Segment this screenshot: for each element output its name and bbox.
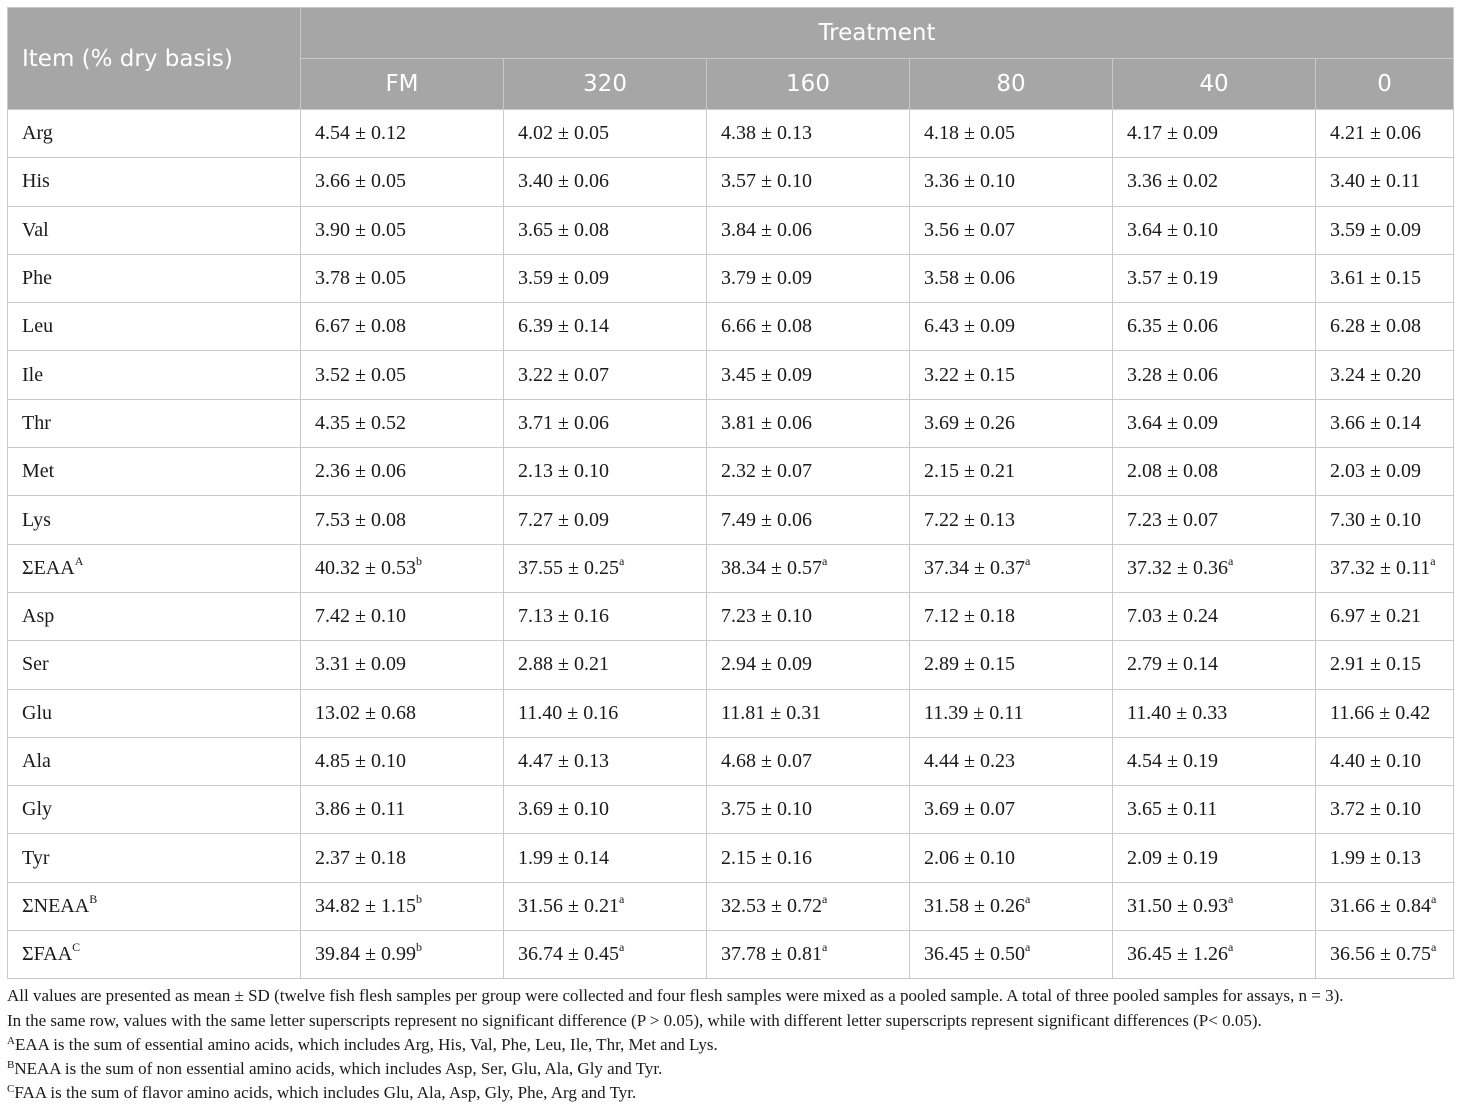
value-cell: 36.74 ± 0.45$^a$ — [504, 931, 707, 979]
value-cell: 2.37 ± 0.18 — [301, 834, 504, 882]
value-cell: 2.89 ± 0.15 — [910, 641, 1113, 689]
row-label: $\Sigma FAA^C$ — [8, 931, 301, 979]
value-cell: 3.31 ± 0.09 — [301, 641, 504, 689]
value-cell: 40.32 ± 0.53$^b$ — [301, 544, 504, 592]
value-cell: 3.52 ± 0.05 — [301, 351, 504, 399]
row-label: Phe — [8, 254, 301, 302]
value-cell: 3.58 ± 0.06 — [910, 254, 1113, 302]
column-header: 40 — [1113, 59, 1316, 110]
value-cell: 3.71 ± 0.06 — [504, 399, 707, 447]
value-cell: 3.22 ± 0.15 — [910, 351, 1113, 399]
value-cell: 3.66 ± 0.14 — [1316, 399, 1454, 447]
value-cell: 3.79 ± 0.09 — [707, 254, 910, 302]
row-label: Tyr — [8, 834, 301, 882]
value-cell: 3.36 ± 0.02 — [1113, 158, 1316, 206]
value-cell: 2.13 ± 0.10 — [504, 448, 707, 496]
value-cell: 7.42 ± 0.10 — [301, 592, 504, 640]
value-cell: 37.34 ± 0.37$^a$ — [910, 544, 1113, 592]
value-cell: 4.54 ± 0.19 — [1113, 737, 1316, 785]
value-cell: 3.57 ± 0.19 — [1113, 254, 1316, 302]
value-cell: 3.36 ± 0.10 — [910, 158, 1113, 206]
row-label: Glu — [8, 689, 301, 737]
value-cell: 3.69 ± 0.10 — [504, 786, 707, 834]
value-cell: 7.30 ± 0.10 — [1316, 496, 1454, 544]
value-cell: 2.79 ± 0.14 — [1113, 641, 1316, 689]
table-row — [8, 931, 1454, 979]
value-cell: 3.65 ± 0.11 — [1113, 786, 1316, 834]
value-cell: 3.81 ± 0.06 — [707, 399, 910, 447]
value-cell: 6.35 ± 0.06 — [1113, 303, 1316, 351]
value-cell: 4.85 ± 0.10 — [301, 737, 504, 785]
column-header: 320 — [504, 59, 707, 110]
table-header — [8, 8, 1454, 110]
row-label: Thr — [8, 399, 301, 447]
value-cell: 4.35 ± 0.52 — [301, 399, 504, 447]
table-row — [8, 351, 1454, 399]
value-cell: 2.32 ± 0.07 — [707, 448, 910, 496]
value-cell: 3.84 ± 0.06 — [707, 206, 910, 254]
value-cell: 11.66 ± 0.42 — [1316, 689, 1454, 737]
value-cell: 37.55 ± 0.25$^a$ — [504, 544, 707, 592]
value-cell: 4.38 ± 0.13 — [707, 110, 910, 158]
table-row — [8, 737, 1454, 785]
table-row — [8, 544, 1454, 592]
value-cell: 3.56 ± 0.07 — [910, 206, 1113, 254]
value-cell: 37.78 ± 0.81$^a$ — [707, 931, 910, 979]
value-cell: 4.02 ± 0.05 — [504, 110, 707, 158]
row-label: Gly — [8, 786, 301, 834]
table-row — [8, 786, 1454, 834]
footnote: $^B$NEAA is the sum of non essential amino acids, which includes Asp, Ser, Glu, Ala, Gly and Tyr. — [7, 1058, 663, 1078]
value-cell: 32.53 ± 0.72$^a$ — [707, 882, 910, 930]
value-cell: 2.15 ± 0.21 — [910, 448, 1113, 496]
row-label: Ile — [8, 351, 301, 399]
row-label: Met — [8, 448, 301, 496]
value-cell: 7.22 ± 0.13 — [910, 496, 1113, 544]
value-cell: 2.06 ± 0.10 — [910, 834, 1113, 882]
value-cell: 3.59 ± 0.09 — [1316, 206, 1454, 254]
value-cell: 4.47 ± 0.13 — [504, 737, 707, 785]
footnote: All values are presented as mean ± SD (twelve fish flesh samples per group were collected and four flesh samples were mixed as a pooled sample. A total of three pooled samples for assays, n = 3). — [7, 986, 1344, 1006]
value-cell: 1.99 ± 0.14 — [504, 834, 707, 882]
value-cell: 7.27 ± 0.09 — [504, 496, 707, 544]
row-label: Val — [8, 206, 301, 254]
value-cell: 37.32 ± 0.36$^a$ — [1113, 544, 1316, 592]
value-cell: 2.15 ± 0.16 — [707, 834, 910, 882]
value-cell: 1.99 ± 0.13 — [1316, 834, 1454, 882]
value-cell: 2.88 ± 0.21 — [504, 641, 707, 689]
table-container — [7, 7, 1453, 1105]
value-cell: 3.59 ± 0.09 — [504, 254, 707, 302]
table-row — [8, 448, 1454, 496]
value-cell: 4.18 ± 0.05 — [910, 110, 1113, 158]
table-row — [8, 592, 1454, 640]
table-footnotes — [7, 984, 1453, 1105]
value-cell: 38.34 ± 0.57$^a$ — [707, 544, 910, 592]
value-cell: 2.08 ± 0.08 — [1113, 448, 1316, 496]
value-cell: 13.02 ± 0.68 — [301, 689, 504, 737]
value-cell: 3.65 ± 0.08 — [504, 206, 707, 254]
row-label: Asp — [8, 592, 301, 640]
value-cell: 11.81 ± 0.31 — [707, 689, 910, 737]
treatment-header: Treatment — [301, 8, 1454, 59]
value-cell: 4.40 ± 0.10 — [1316, 737, 1454, 785]
table-row — [8, 399, 1454, 447]
value-cell: 3.64 ± 0.10 — [1113, 206, 1316, 254]
value-cell: 7.49 ± 0.06 — [707, 496, 910, 544]
value-cell: 2.91 ± 0.15 — [1316, 641, 1454, 689]
row-label: Leu — [8, 303, 301, 351]
row-label: Ala — [8, 737, 301, 785]
value-cell: 4.68 ± 0.07 — [707, 737, 910, 785]
value-cell: 3.22 ± 0.07 — [504, 351, 707, 399]
column-header: 80 — [910, 59, 1113, 110]
footnote: In the same row, values with the same letter superscripts represent no significant difference (P > 0.05), while with different letter superscripts represent significant differences (P< 0.05). — [7, 1010, 1262, 1030]
table-row — [8, 110, 1454, 158]
value-cell: 7.53 ± 0.08 — [301, 496, 504, 544]
value-cell: 37.32 ± 0.11$^a$ — [1316, 544, 1454, 592]
footnote: $^C$FAA is the sum of flavor amino acids, which includes Glu, Ala, Asp, Gly, Phe, Arg and Tyr. — [7, 1083, 637, 1103]
value-cell: 6.67 ± 0.08 — [301, 303, 504, 351]
value-cell: 3.64 ± 0.09 — [1113, 399, 1316, 447]
value-cell: 6.66 ± 0.08 — [707, 303, 910, 351]
value-cell: 7.03 ± 0.24 — [1113, 592, 1316, 640]
value-cell: 31.50 ± 0.93$^a$ — [1113, 882, 1316, 930]
value-cell: 3.78 ± 0.05 — [301, 254, 504, 302]
value-cell: 2.09 ± 0.19 — [1113, 834, 1316, 882]
table-row — [8, 254, 1454, 302]
table-row — [8, 689, 1454, 737]
value-cell: 3.24 ± 0.20 — [1316, 351, 1454, 399]
value-cell: 31.56 ± 0.21$^a$ — [504, 882, 707, 930]
value-cell: 3.69 ± 0.26 — [910, 399, 1113, 447]
value-cell: 3.66 ± 0.05 — [301, 158, 504, 206]
table-row — [8, 882, 1454, 930]
value-cell: 7.13 ± 0.16 — [504, 592, 707, 640]
value-cell: 4.44 ± 0.23 — [910, 737, 1113, 785]
value-cell: 3.86 ± 0.11 — [301, 786, 504, 834]
value-cell: 31.66 ± 0.84$^a$ — [1316, 882, 1454, 930]
value-cell: 3.75 ± 0.10 — [707, 786, 910, 834]
value-cell: 7.12 ± 0.18 — [910, 592, 1113, 640]
value-cell: 6.43 ± 0.09 — [910, 303, 1113, 351]
value-cell: 2.36 ± 0.06 — [301, 448, 504, 496]
value-cell: 39.84 ± 0.99$^b$ — [301, 931, 504, 979]
row-label: $\Sigma NEAA^B$ — [8, 882, 301, 930]
row-label: Lys — [8, 496, 301, 544]
value-cell: 6.97 ± 0.21 — [1316, 592, 1454, 640]
value-cell: 36.45 ± 0.50$^a$ — [910, 931, 1113, 979]
value-cell: 11.39 ± 0.11 — [910, 689, 1113, 737]
table-row — [8, 303, 1454, 351]
row-label: Ser — [8, 641, 301, 689]
value-cell: 3.90 ± 0.05 — [301, 206, 504, 254]
value-cell: 3.40 ± 0.06 — [504, 158, 707, 206]
table-body — [8, 110, 1454, 979]
value-cell: 2.03 ± 0.09 — [1316, 448, 1454, 496]
value-cell: 4.17 ± 0.09 — [1113, 110, 1316, 158]
item-column-header: Item (% dry basis) — [8, 8, 301, 110]
footnote: $^A$EAA is the sum of essential amino acids, which includes Arg, His, Val, Phe, Leu, Ile, Thr, Met and Lys. — [7, 1034, 718, 1054]
value-cell: 36.56 ± 0.75$^a$ — [1316, 931, 1454, 979]
table-row — [8, 206, 1454, 254]
value-cell: 31.58 ± 0.26$^a$ — [910, 882, 1113, 930]
value-cell: 11.40 ± 0.16 — [504, 689, 707, 737]
row-label: $\Sigma EAA^A$ — [8, 544, 301, 592]
value-cell: 3.72 ± 0.10 — [1316, 786, 1454, 834]
value-cell: 3.28 ± 0.06 — [1113, 351, 1316, 399]
value-cell: 2.94 ± 0.09 — [707, 641, 910, 689]
value-cell: 3.40 ± 0.11 — [1316, 158, 1454, 206]
value-cell: 34.82 ± 1.15$^b$ — [301, 882, 504, 930]
value-cell: 6.28 ± 0.08 — [1316, 303, 1454, 351]
value-cell: 3.45 ± 0.09 — [707, 351, 910, 399]
row-label: His — [8, 158, 301, 206]
value-cell: 3.69 ± 0.07 — [910, 786, 1113, 834]
table-row — [8, 158, 1454, 206]
value-cell: 36.45 ± 1.26$^a$ — [1113, 931, 1316, 979]
column-header: 0 — [1316, 59, 1454, 110]
table-row — [8, 641, 1454, 689]
table-row — [8, 496, 1454, 544]
value-cell: 4.21 ± 0.06 — [1316, 110, 1454, 158]
table-row — [8, 834, 1454, 882]
column-header: 160 — [707, 59, 910, 110]
value-cell: 3.57 ± 0.10 — [707, 158, 910, 206]
column-header: FM — [301, 59, 504, 110]
value-cell: 7.23 ± 0.10 — [707, 592, 910, 640]
value-cell: 6.39 ± 0.14 — [504, 303, 707, 351]
value-cell: 3.61 ± 0.15 — [1316, 254, 1454, 302]
value-cell: 7.23 ± 0.07 — [1113, 496, 1316, 544]
row-label: Arg — [8, 110, 301, 158]
amino-acid-table — [7, 7, 1454, 979]
value-cell: 11.40 ± 0.33 — [1113, 689, 1316, 737]
value-cell: 4.54 ± 0.12 — [301, 110, 504, 158]
